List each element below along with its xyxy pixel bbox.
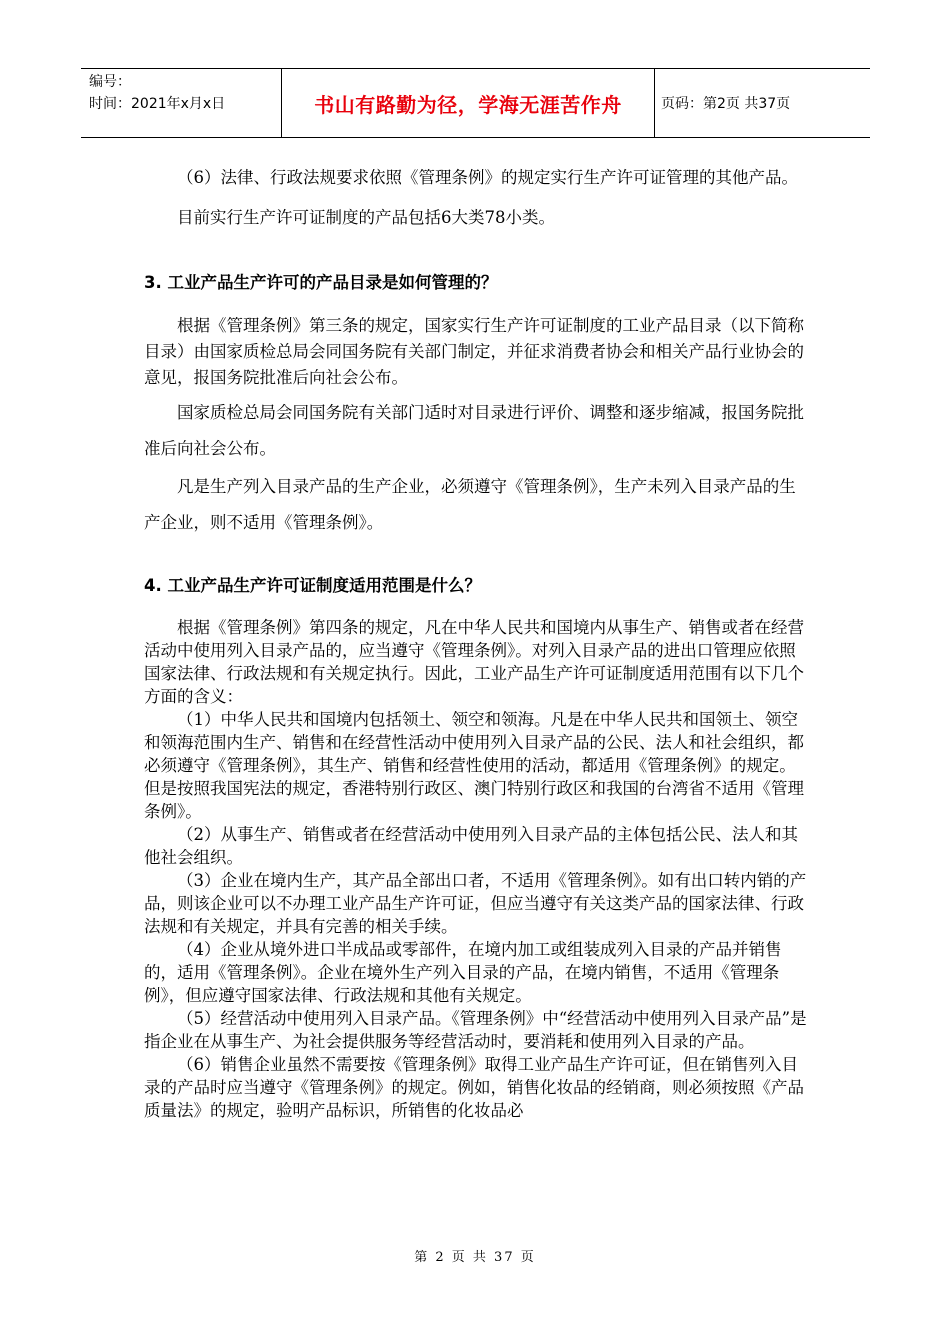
page-header [81,68,870,138]
header-motto-cell [281,69,655,137]
paragraph: （2）从事生产、销售或者在经营活动中使用列入目录产品的主体包括公民、法人和其他社会组织。 [144,825,798,867]
serial-label: 编号： [89,74,131,90]
header-meta-cell [81,69,281,137]
paragraph: （4）企业从境外进口半成品或零部件，在境内加工或组装成列入目录的产品并销售的，适用《管理条例》。企业在境外生产列入目录的产品，在境内销售，不适用《管理条例》，但应遵守国家法律、行政法规和其他有关规定。 [144,940,782,1005]
paragraph: 根据《管理条例》第三条的规定，国家实行生产许可证制度的工业产品目录（以下简称目录）由国家质检总局会同国务院有关部门制定，并征求消费者协会和相关产品行业协会的意见，报国务院批准后向社会公布。 [144,316,804,387]
section-heading-4: 4. 工业产品生产许可证制度适用范围是什么？ [144,576,481,595]
paragraph: （6）销售企业虽然不需要按《管理条例》取得工业产品生产许可证，但在销售列入目录的产品时应当遵守《管理条例》的规定。例如，销售化妆品的经销商，则必须按照《产品质量法》的规定，验明产品标识，所销售的化妆品必 [144,1055,804,1120]
document-body [144,160,808,1122]
page-footer: 第 2 页 共 37 页 [414,1250,536,1265]
motto-text: 书山有路勤为径，学海无涯苦作舟 [314,92,622,117]
paragraph: 凡是生产列入目录产品的生产企业，必须遵守《管理条例》，生产未列入目录产品的生产企业，则不适用《管理条例》。 [144,477,796,532]
paragraph: 国家质检总局会同国务院有关部门适时对目录进行评价、调整和逐步缩减，报国务院批准后向社会公布。 [144,403,804,458]
page-info: 页码：第2页 共37页 [661,96,791,112]
paragraph: （5）经营活动中使用列入目录产品。《管理条例》中“经营活动中使用列入目录产品”是指企业在从事生产、为社会提供服务等经营活动时，要消耗和使用列入目录的产品。 [144,1009,807,1051]
time-label: 时间：2021年x月x日 [89,96,226,112]
paragraph: 根据《管理条例》第四条的规定，凡在中华人民共和国境内从事生产、销售或者在经营活动中使用列入目录产品的，应当遵守《管理条例》。对列入目录产品的进出口管理应依照国家法律、行政法规和有关规定执行。因此，工业产品生产许可证制度适用范围有以下几个方面的含义： [144,618,804,706]
paragraph: （6）法律、行政法规要求依照《管理条例》的规定实行生产许可证管理的其他产品。 [177,168,798,187]
header-page-cell [655,69,870,137]
paragraph: （3）企业在境内生产，其产品全部出口者，不适用《管理条例》。如有出口转内销的产品，则该企业可以不办理工业产品生产许可证，但应当遵守有关这类产品的国家法律、行政法规和有关规定，并具有完善的相关手续。 [144,871,807,936]
paragraph: 目前实行生产许可证制度的产品包括6大类78小类。 [177,208,555,227]
section-heading-3: 3. 工业产品生产许可的产品目录是如何管理的？ [144,273,498,292]
paragraph: （1）中华人民共和国境内包括领土、领空和领海。凡是在中华人民共和国领土、领空和领海范围内生产、销售和在经营性活动中使用列入目录产品的公民、法人和社会组织，都必须遵守《管理条例》，其生产、销售和经营性使用的活动，都适用《管理条例》的规定。但是按照我国宪法的规定，香港特别行政区、澳门特别行政区和我国的台湾省不适用《管理条例》。 [144,710,804,821]
